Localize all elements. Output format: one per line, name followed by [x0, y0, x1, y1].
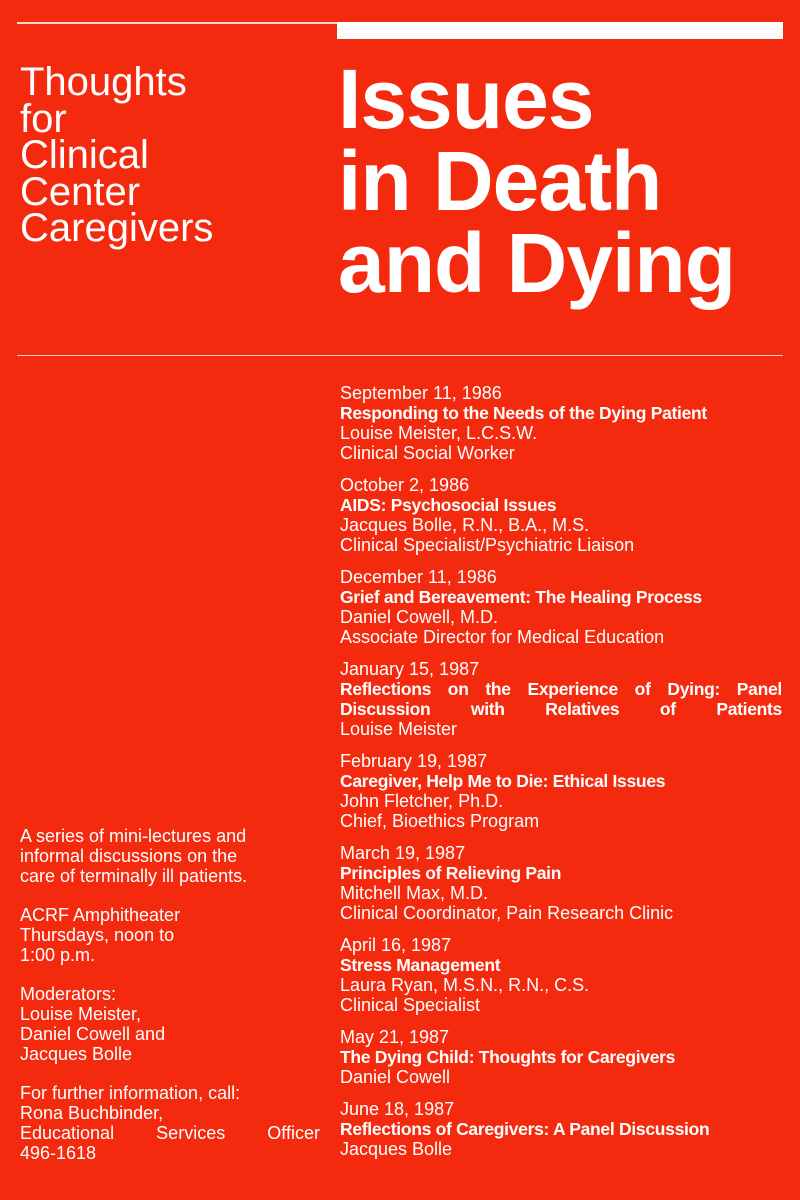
series-info	[20, 826, 320, 1182]
lecture-speaker: Jacques Bolle	[340, 1139, 453, 1159]
description: A series of mini-lectures and informal discussions on the care of terminally ill patients.	[20, 826, 248, 886]
speaker-role: Clinical Social Worker	[340, 443, 515, 463]
schedule-entry	[340, 659, 782, 739]
lecture-date: December 11, 1986	[340, 567, 497, 587]
lecture-topic: Grief and Bereavement: The Healing Process	[340, 587, 702, 607]
lecture-schedule	[340, 383, 782, 1171]
lecture-topic: Stress Management	[340, 955, 501, 975]
speaker-role: Clinical Specialist	[340, 995, 481, 1015]
lecture-date: April 16, 1987	[340, 935, 452, 955]
lecture-topic: AIDS: Psychosocial Issues	[340, 495, 557, 515]
lecture-date: June 18, 1987	[340, 1099, 455, 1119]
series-subtitle	[20, 60, 214, 250]
speaker-role: Chief, Bioethics Program	[340, 811, 540, 831]
lecture-topic: Reflections on the Experience of Dying: Panel Discussion with Relatives of Patients	[340, 679, 782, 719]
schedule-entry	[340, 567, 782, 647]
lecture-topic: Responding to the Needs of the Dying Patient	[340, 403, 707, 423]
schedule-entry	[340, 1099, 782, 1159]
speaker-role: Associate Director for Medical Education	[340, 627, 665, 647]
lecture-date: September 11, 1986	[340, 383, 502, 403]
lecture-topic: Caregiver, Help Me to Die: Ethical Issues	[340, 771, 666, 791]
lecture-topic: Principles of Relieving Pain	[340, 863, 562, 883]
speaker-role: Clinical Coordinator, Pain Research Clinic	[340, 903, 674, 923]
lecture-speaker: Jacques Bolle, R.N., B.A., M.S.	[340, 515, 590, 535]
poster-title	[338, 52, 736, 310]
subtitle-line: for	[20, 96, 67, 141]
top-rule	[17, 22, 337, 24]
contact: For further information, call: Rona Buchbinder, Educational Services Officer 496-1618	[20, 1083, 320, 1163]
schedule-entry	[340, 475, 782, 555]
lecture-speaker: Daniel Cowell, M.D.	[340, 607, 499, 627]
subtitle-line: Caregivers	[20, 206, 214, 250]
schedule-entry	[340, 843, 782, 923]
location: ACRF Amphitheater Thursdays, noon to 1:00 p.m.	[20, 905, 181, 965]
subtitle-line: Center	[20, 169, 141, 214]
lecture-topic: Reflections of Caregivers: A Panel Discussion	[340, 1119, 710, 1139]
lecture-speaker: Louise Meister, L.C.S.W.	[340, 423, 538, 443]
schedule-entry	[340, 1027, 782, 1087]
top-bar	[337, 22, 783, 39]
subtitle-line: Clinical	[20, 133, 149, 177]
lecture-speaker: Laura Ryan, M.S.N., R.N., C.S.	[340, 975, 590, 995]
lecture-topic: The Dying Child: Thoughts for Caregivers	[340, 1047, 676, 1067]
moderators: Moderators: Louise Meister, Daniel Cowell and Jacques Bolle	[20, 984, 166, 1064]
subtitle-line: Thoughts	[20, 60, 187, 104]
schedule-entry	[340, 935, 782, 1015]
title-line: and Dying	[338, 216, 736, 310]
divider-rule	[17, 355, 783, 356]
lecture-speaker: Louise Meister	[340, 719, 458, 739]
lecture-date: October 2, 1986	[340, 475, 470, 495]
lecture-date: February 19, 1987	[340, 751, 488, 771]
lecture-speaker: John Fletcher, Ph.D.	[340, 791, 504, 811]
speaker-role: Clinical Specialist/Psychiatric Liaison	[340, 535, 635, 555]
lecture-speaker: Daniel Cowell	[340, 1067, 451, 1087]
lecture-date: May 21, 1987	[340, 1027, 450, 1047]
schedule-entry	[340, 383, 782, 463]
title-line: in Death	[338, 134, 662, 228]
title-line: Issues	[338, 52, 594, 146]
lecture-speaker: Mitchell Max, M.D.	[340, 883, 489, 903]
lecture-date: January 15, 1987	[340, 659, 480, 679]
lecture-date: March 19, 1987	[340, 843, 466, 863]
schedule-entry	[340, 751, 782, 831]
